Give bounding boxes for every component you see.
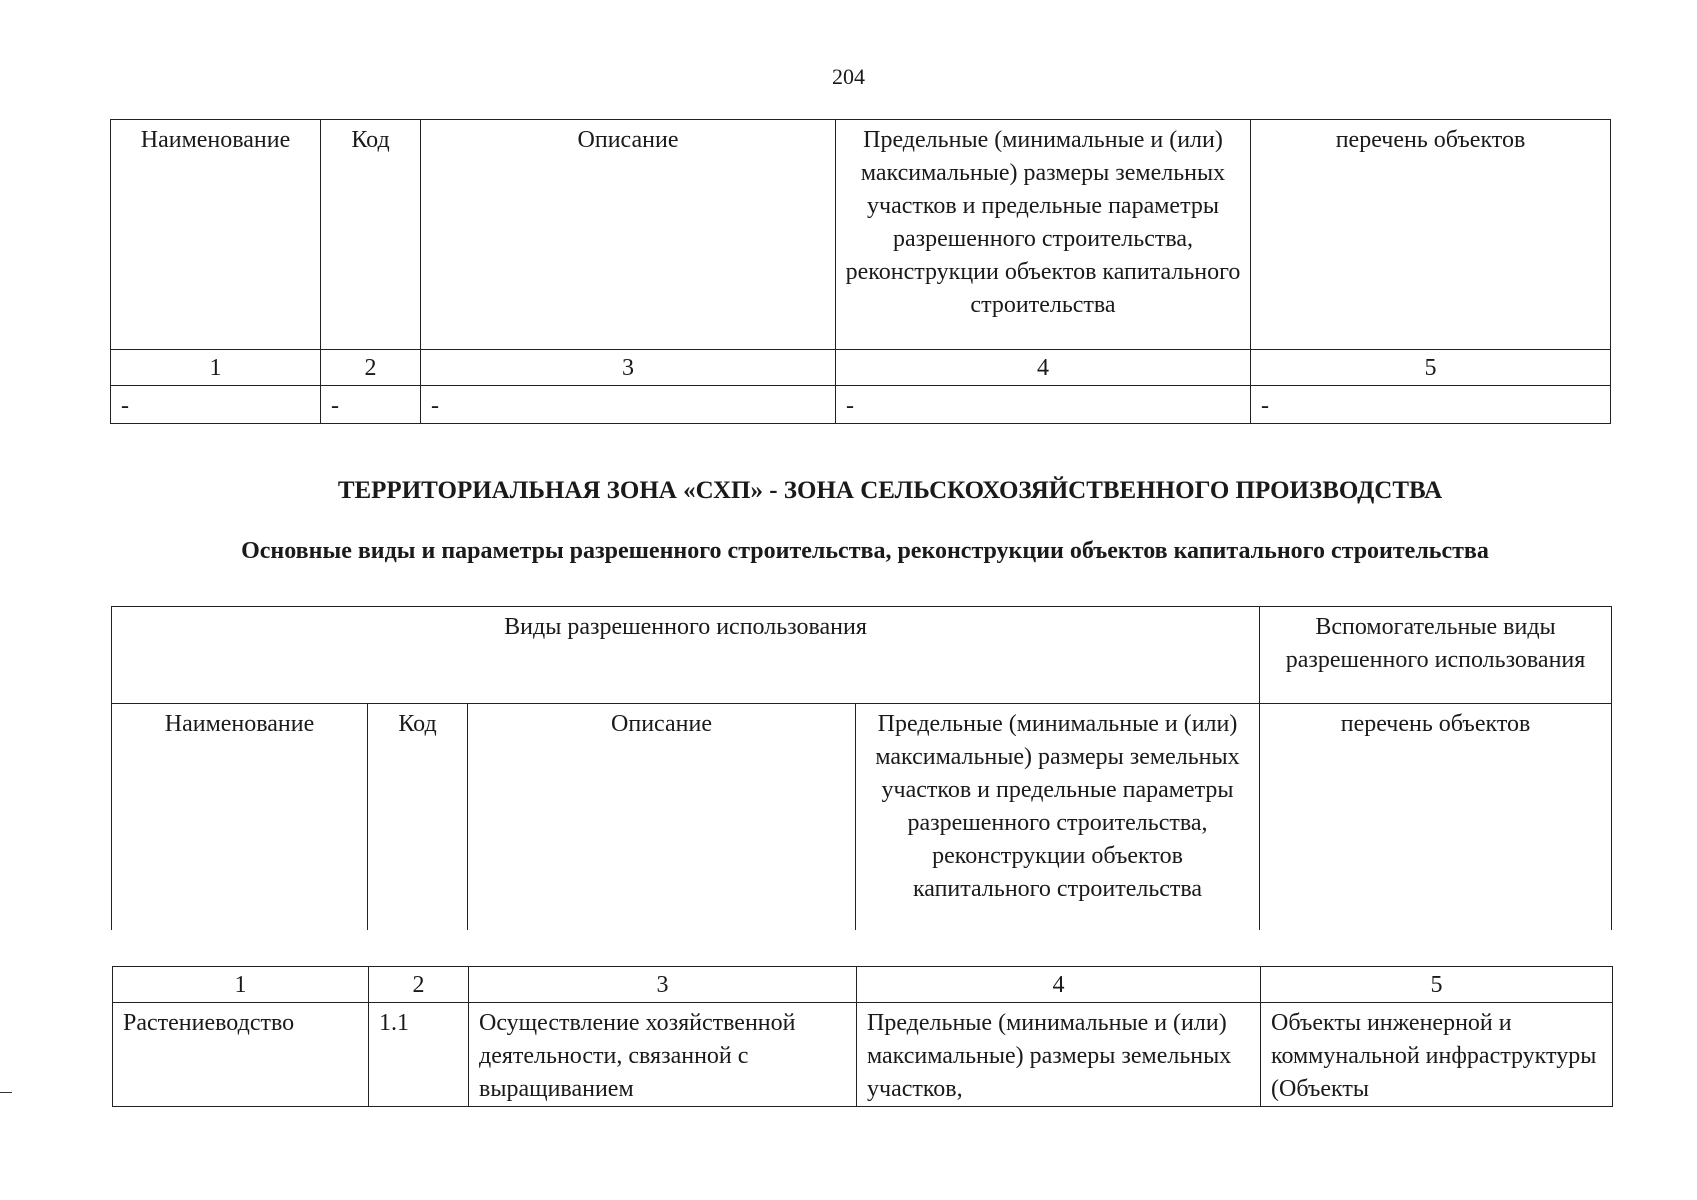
table-row xyxy=(113,1003,1613,1107)
cell-description: Осуществление хозяйственной деятельности, связанной с выращиванием xyxy=(469,1003,857,1107)
header-description: Описание xyxy=(421,120,836,350)
column-number: 1 xyxy=(113,967,369,1003)
continuation-table xyxy=(110,119,1611,424)
column-number: 3 xyxy=(421,350,836,386)
column-number: 4 xyxy=(857,967,1261,1003)
header-description: Описание xyxy=(468,704,856,931)
header-limits: Предельные (минимальные и (или) максимальные) размеры земельных участков и предельные параметры разрешенного строительства, реконструкции объектов капитального строительства xyxy=(856,704,1260,931)
cell-limits: Предельные (минимальные и (или) максимальные) размеры земельных участков, xyxy=(857,1003,1261,1107)
cell-code: 1.1 xyxy=(369,1003,469,1107)
zone-data-table xyxy=(112,966,1613,1107)
column-number: 3 xyxy=(469,967,857,1003)
column-number-row xyxy=(113,967,1613,1003)
table-cell: - xyxy=(321,386,421,424)
margin-mark xyxy=(0,1092,12,1093)
header-objects: перечень объектов xyxy=(1260,704,1612,931)
zone-header-table xyxy=(111,606,1612,930)
table-row xyxy=(111,386,1611,424)
column-number: 2 xyxy=(321,350,421,386)
group-header-aux: Вспомогательные виды разрешенного использования xyxy=(1260,607,1612,704)
table-cell: - xyxy=(1251,386,1611,424)
page-number: 204 xyxy=(832,64,865,89)
header-code: Код xyxy=(321,120,421,350)
column-number-row xyxy=(111,350,1611,386)
header-limits: Предельные (минимальные и (или) максимальные) размеры земельных участков и предельные параметры разрешенного строительства, реконструкции объектов капитального строительства xyxy=(836,120,1251,350)
table-cell: - xyxy=(421,386,836,424)
table-cell: - xyxy=(836,386,1251,424)
column-number: 4 xyxy=(836,350,1251,386)
column-number: 5 xyxy=(1251,350,1611,386)
section-title: Основные виды и параметры разрешенного строительства, реконструкции объектов капитального строительства xyxy=(241,538,1489,564)
cell-name: Растениеводство xyxy=(113,1003,369,1107)
table-cell: - xyxy=(111,386,321,424)
header-name: Наименование xyxy=(111,120,321,350)
group-header-main: Виды разрешенного использования xyxy=(112,607,1260,704)
table-header-row xyxy=(112,704,1612,931)
column-number: 5 xyxy=(1261,967,1613,1003)
header-code: Код xyxy=(368,704,468,931)
group-header-row xyxy=(112,607,1612,704)
header-name: Наименование xyxy=(112,704,368,931)
header-objects: перечень объектов xyxy=(1251,120,1611,350)
zone-title: ТЕРРИТОРИАЛЬНАЯ ЗОНА «СХП» - ЗОНА СЕЛЬСКОХОЗЯЙСТВЕННОГО ПРОИЗВОДСТВА xyxy=(337,477,1443,504)
table-header-row xyxy=(111,120,1611,350)
cell-objects: Объекты инженерной и коммунальной инфраструктуры (Объекты xyxy=(1261,1003,1613,1107)
column-number: 2 xyxy=(369,967,469,1003)
column-number: 1 xyxy=(111,350,321,386)
